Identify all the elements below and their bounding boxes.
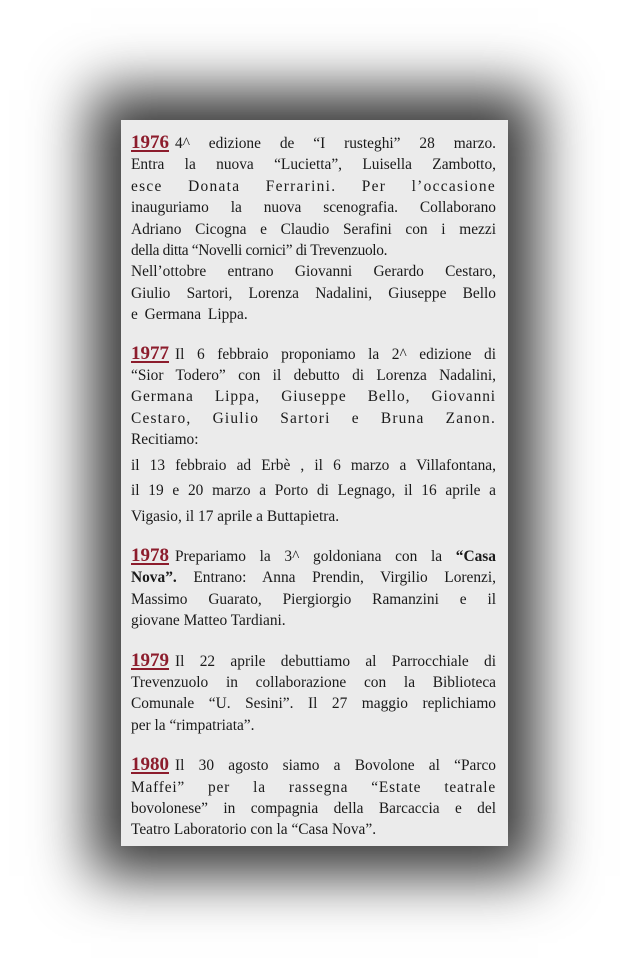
year-heading: 1978 <box>131 544 169 566</box>
entry-line <box>131 754 496 776</box>
entry-line <box>131 343 496 365</box>
year-heading: 1979 <box>131 649 169 671</box>
entry-line: Trevenzuolo in collaborazione con la Biblioteca <box>131 673 496 691</box>
entry-text: Il 30 agosto siamo a Bovolone al “Parco <box>175 757 496 775</box>
entry-1977 <box>131 343 496 527</box>
entry-text: Prepariamo la 3^ goldoniana con la <box>175 547 456 565</box>
entry-1976 <box>131 132 496 326</box>
play-title: “Casa <box>455 547 496 565</box>
entry-line: Massimo Guarato, Piergiorgio Ramanzini e il <box>131 590 496 608</box>
entry-line: Nell’ottobre entrano Giovanni Gerardo Cestaro, <box>131 263 496 281</box>
entry-1979 <box>131 650 496 737</box>
entry-line: il 13 febbraio ad Erbè , il 6 marzo a Villafontana, <box>131 456 496 474</box>
entry-line: Recitiamo: <box>131 431 199 449</box>
entry-line: Adriano Cicogna e Claudio Serafini con i mezzi <box>131 220 496 238</box>
entry-line: Cestaro, Giulio Sartori e Bruna Zanon. <box>131 409 496 427</box>
year-heading: 1976 <box>131 132 169 153</box>
entry-line: Vigasio, il 17 aprile a Buttapietra. <box>131 507 340 525</box>
entry-line: della ditta “Novelli cornici” di Trevenzuolo. <box>131 242 388 260</box>
entry-1978 <box>131 545 496 632</box>
entry-line: esce Donata Ferrarini. Per l’occasione <box>131 177 496 195</box>
entry-1980 <box>131 754 496 841</box>
entry-line <box>131 567 496 588</box>
entry-line: bovolonese” in compagnia della Barcaccia e del <box>131 799 496 817</box>
year-heading: 1977 <box>131 342 169 364</box>
entry-line: Entra la nuova “Lucietta”, Luisella Zambotto, <box>131 156 496 174</box>
entry-line <box>131 650 496 672</box>
entry-line: Germana Lippa, Giuseppe Bello, Giovanni <box>131 388 496 406</box>
entry-text: Entrano: Anna Prendin, Virgilio Lorenzi, <box>176 569 496 587</box>
entry-line: giovane Matteo Tardiani. <box>131 612 286 630</box>
entry-line: per la “rimpatriata”. <box>131 716 255 734</box>
entry-line: il 19 e 20 marzo a Porto di Legnago, il 16 aprile a <box>131 482 496 500</box>
entry-line: inauguriamo la nuova scenografia. Collaborano <box>131 199 496 217</box>
entry-line <box>131 132 496 154</box>
year-heading: 1980 <box>131 754 169 776</box>
entry-text: Il 6 febbraio proponiamo la 2^ edizione di <box>175 345 496 363</box>
entry-line: “Sior Todero” con il debutto di Lorenza Nadalini, <box>131 367 496 385</box>
entry-line: e Germana Lippa. <box>131 306 248 324</box>
document-page <box>121 120 508 846</box>
entry-line: Giulio Sartori, Lorenza Nadalini, Giuseppe Bello <box>131 284 496 302</box>
entry-text: 4^ edizione de “I rusteghi” 28 marzo. <box>175 135 496 152</box>
entry-line <box>131 545 496 567</box>
entry-text: Il 22 aprile debuttiamo al Parrocchiale di <box>175 652 496 670</box>
play-title: Nova”. <box>131 569 177 587</box>
entry-line: Maffei” per la rassegna “Estate teatrale <box>131 778 496 796</box>
entry-line: Comunale “U. Sesini”. Il 27 maggio replichiamo <box>131 695 496 713</box>
entry-line: Teatro Laboratorio con la “Casa Nova”. <box>131 821 377 839</box>
